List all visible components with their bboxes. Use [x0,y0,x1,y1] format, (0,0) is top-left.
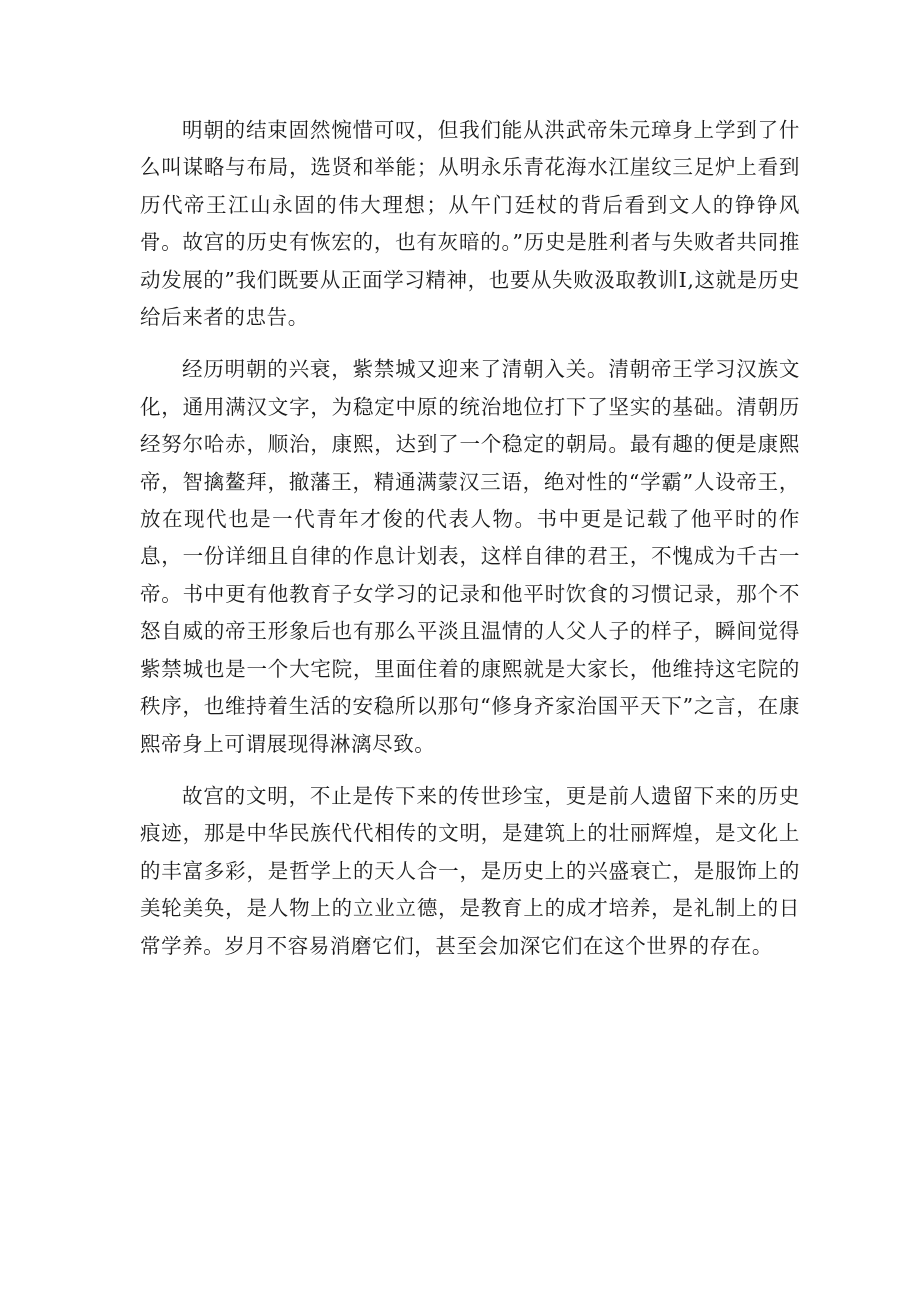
paragraph-qing-dynasty: 经历明朝的兴衰，紫禁城又迎来了清朝入关。清朝帝王学习汉族文化，通用满汉文字，为稳定中原的统治地位打下了坚实的基础。清朝历经努尔哈赤，顺治，康熙，达到了一个稳定的朝局。最有趣的便是康熙帝，智擒鳌拜，撤藩王，精通满蒙汉三语，绝对性的“学霸”人设帝王，放在现代也是一代青年才俊的代表人物。书中更是记载了他平时的作息，一份详细且自律的作息计划表，这样自律的君王，不愧成为千古一帝。书中更有他教育子女学习的记录和他平时饮食的习惯记录，那个不怒自威的帝王形象后也有那么平淡且温情的人父人子的样子，瞬间觉得紫禁城也是一个大宅院，里面住着的康熙就是大家长，他维持这宅院的秩序，也维持着生活的安稳所以那句“修身齐家治国平天下”之言，在康熙帝身上可谓展现得淋漓尽致。 [140,357,800,756]
paragraph-ming-dynasty: 明朝的结束固然惋惜可叹，但我们能从洪武帝朱元璋身上学到了什么叫谋略与布局，选贤和举能；从明永乐青花海水江崖纹三足炉上看到历代帝王江山永固的伟大理想；从午门廷杖的背后看到文人的铮铮风骨。故宫的历史有恢宏的，也有灰暗的。”历史是胜利者与失败者共同推动发展的”我们既要从正面学习精神，也要从失败汲取教训I,这就是历史给后来者的忠告。 [140,118,800,330]
paragraph-palace-civilization: 故宫的文明，不止是传下来的传世珍宝，更是前人遗留下来的历史痕迹，那是中华民族代代相传的文明，是建筑上的壮丽辉煌，是文化上的丰富多彩，是哲学上的天人合一，是历史上的兴盛衰亡，是服饰上的美轮美奂，是人物上的立业立德，是教育上的成才培养，是礼制上的日常学养。岁月不容易消磨它们，甚至会加深它们在这个世界的存在。 [140,783,800,958]
document-body [140,112,800,980]
